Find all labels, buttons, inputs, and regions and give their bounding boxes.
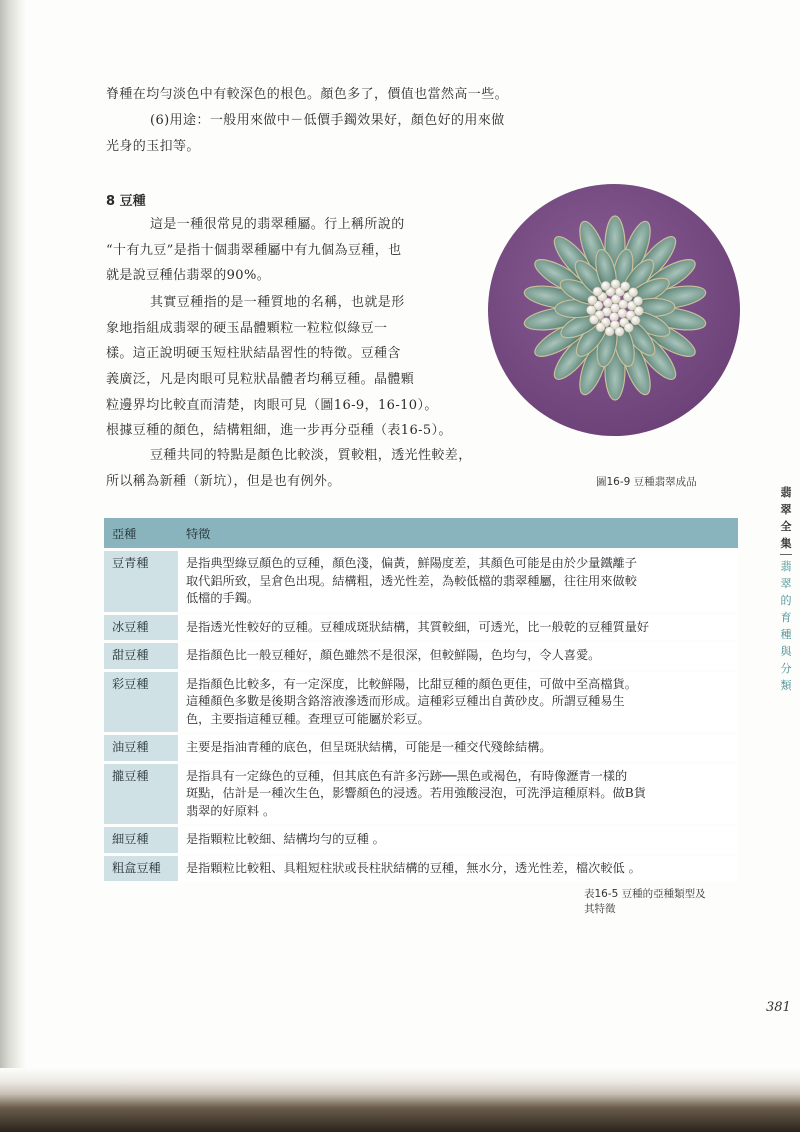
table-row bbox=[104, 642, 738, 671]
intro-line: (6)用途：一般用來做中－低價手鐲效果好，顏色好的用來做 bbox=[150, 113, 505, 128]
description-line: 取代鋁所致，呈倉色出現。結構粗，透光性差，為較低檔的翡翠種屬，往往用來做較 bbox=[186, 573, 637, 588]
pearl bbox=[610, 312, 619, 321]
description-line: 是指顆粒比較粗、具粗短柱狀或長柱狀結構的豆種，無水分，透光性差，檔次較低 。 bbox=[186, 860, 641, 875]
description-line: 主要是指油青種的底色，但呈斑狀結構，可能是一種交代殘餘結構。 bbox=[186, 740, 552, 754]
pearl bbox=[596, 323, 605, 332]
pearl bbox=[586, 305, 595, 314]
table-row bbox=[104, 613, 738, 642]
pearl bbox=[621, 282, 630, 291]
body-line: 豆種共同的特點是顏色比較淡，質較粗，透光性較差， bbox=[150, 448, 472, 463]
side-label-char: 翠 bbox=[780, 577, 792, 590]
side-chapter-label bbox=[776, 484, 796, 694]
table-caption bbox=[584, 887, 734, 917]
body-line: 象地指組成翡翠的硬玉晶體顆粒一粒粒似綠豆一 bbox=[106, 321, 388, 336]
variety-name-cell: 彩豆種 bbox=[104, 670, 178, 734]
side-label-char: 集 bbox=[780, 537, 792, 550]
pearl bbox=[611, 279, 620, 288]
table-row bbox=[104, 826, 738, 855]
variety-name-cell: 粗盒豆種 bbox=[104, 854, 178, 881]
side-label-char: 種 bbox=[780, 628, 792, 641]
description-line: 色，主要指這種豆種。查理豆可能屬於彩豆。 bbox=[186, 711, 430, 726]
variety-description-cell bbox=[178, 613, 738, 642]
table-row bbox=[104, 734, 738, 763]
pearl bbox=[634, 306, 643, 315]
body-line: 所以稱為新種（新坑），但是也有例外。 bbox=[106, 474, 341, 489]
pearl bbox=[624, 323, 633, 332]
description-line: 是指具有一定綠色的豆種，但其底色有許多污跡──黑色或褐色，有時像瀝青一樣的 bbox=[186, 768, 628, 783]
page-number: 381 bbox=[766, 1000, 791, 1015]
variety-description-cell bbox=[178, 826, 738, 855]
side-label-char: 翡 bbox=[780, 560, 792, 573]
pearl bbox=[593, 287, 602, 296]
side-label-title bbox=[776, 484, 796, 552]
side-label-char: 全 bbox=[780, 520, 792, 533]
description-line: 低檔的手鐲。 bbox=[186, 591, 260, 605]
body-line: 粒邊界均比較直而清楚，肉眼可見（圖16-9，16-10）。 bbox=[106, 398, 438, 413]
variety-description-cell bbox=[178, 854, 738, 881]
table-header-row bbox=[104, 518, 738, 550]
variety-description-cell bbox=[178, 762, 738, 826]
variety-name-cell: 細豆種 bbox=[104, 826, 178, 855]
side-label-char: 分 bbox=[780, 662, 792, 675]
table-caption-line: 表16-5 豆種的亞種類型及 bbox=[584, 888, 706, 900]
side-label-divider bbox=[780, 554, 792, 555]
pearl bbox=[631, 316, 640, 325]
table-header-features: 特徵 bbox=[178, 518, 738, 550]
pearl bbox=[618, 309, 627, 318]
description-line: 是指顆粒比較細、結構均勻的豆種 。 bbox=[186, 832, 385, 846]
variety-name-cell: 油豆種 bbox=[104, 734, 178, 763]
body-line: “十有九豆”是指十個翡翠種屬中有九個為豆種，也 bbox=[106, 243, 402, 258]
description-line: 是指透光性較好的豆種。豆種成斑狀結構，其質較細，可透光，比一般乾的豆種質量好 bbox=[186, 619, 650, 634]
table-row bbox=[104, 550, 738, 614]
pearl bbox=[629, 288, 638, 297]
variety-description-cell bbox=[178, 642, 738, 671]
body-line: 其實豆種指的是一種質地的名稱，也就是形 bbox=[150, 295, 405, 310]
description-line: 斑點，估計是一種次生色，影響顏色的浸透。若用強酸浸泡，可洗淨這種原料。做B貨 bbox=[186, 786, 646, 800]
pearl bbox=[601, 281, 610, 290]
description-line: 這種顏色多數是後期含鉻溶液滲透而形成。這種彩豆種出自黃砂皮。所謂豆種易生 bbox=[186, 694, 625, 708]
bean-variety-table bbox=[104, 518, 738, 881]
variety-description-cell bbox=[178, 670, 738, 734]
side-label-char: 育 bbox=[780, 611, 792, 624]
body-line: 這是一種很常見的翡翠種屬。行上稱所說的 bbox=[150, 217, 405, 232]
body-line: 樣。這正說明硬玉短柱狀結晶習性的特徵。豆種含 bbox=[106, 346, 401, 361]
side-label-char: 翡 bbox=[780, 486, 792, 499]
body-line: 根據豆種的顏色，結構粗細，進一步再分亞種（表16-5）。 bbox=[106, 423, 452, 438]
table-row bbox=[104, 854, 738, 881]
page-bottom-edge-shadow bbox=[0, 1068, 800, 1132]
table-caption-line: 其特徵 bbox=[584, 903, 616, 915]
table-header-variety: 亞種 bbox=[104, 518, 178, 550]
side-label-subtitle bbox=[776, 558, 796, 694]
jade-flower-brooch-photo bbox=[487, 172, 741, 448]
body-line: 義廣泛，凡是肉眼可見粒狀晶體者均稱豆種。晶體顆 bbox=[106, 372, 415, 387]
description-line: 是指顏色比一般豆種好，顏色雖然不是很深，但較鮮陽，色均勻，令人喜愛。 bbox=[186, 648, 601, 662]
side-label-char: 與 bbox=[780, 645, 792, 658]
book-spine-shadow bbox=[0, 0, 26, 1132]
pearl bbox=[588, 296, 597, 305]
intro-line: 光身的玉扣等。 bbox=[106, 139, 200, 154]
variety-name-cell: 豆青種 bbox=[104, 550, 178, 614]
pearl bbox=[589, 315, 598, 324]
figure-caption: 圖16-9 豆種翡翠成品 bbox=[596, 476, 697, 488]
table-body bbox=[104, 550, 738, 882]
variety-description-cell bbox=[178, 550, 738, 614]
variety-name-cell: 攏豆種 bbox=[104, 762, 178, 826]
pearl bbox=[605, 327, 614, 336]
table-row bbox=[104, 670, 738, 734]
variety-name-cell: 甜豆種 bbox=[104, 642, 178, 671]
variety-name-cell: 冰豆種 bbox=[104, 613, 178, 642]
intro-line: 脊種在均勻淡色中有較深色的根色。顏色多了，價值也當然高一些。 bbox=[106, 87, 509, 102]
side-label-char: 的 bbox=[780, 594, 792, 607]
description-line: 是指典型綠豆顏色的豆種，顏色淺，偏黃，鮮陽度差，其顏色可能是由於少量鐵離子 bbox=[186, 556, 637, 570]
variety-description-cell bbox=[178, 734, 738, 763]
description-line: 翡翠的好原料 。 bbox=[186, 803, 276, 818]
pearl bbox=[633, 296, 642, 305]
side-label-char: 翠 bbox=[780, 503, 792, 516]
section-heading: 8 豆種 bbox=[106, 194, 146, 209]
table-row bbox=[104, 762, 738, 826]
pearl bbox=[615, 327, 624, 336]
side-label-char: 類 bbox=[780, 679, 792, 692]
description-line: 是指顏色比較多，有一定深度，比較鮮陽，比甜豆種的顏色更佳，可做中至高檔貨。 bbox=[186, 676, 637, 691]
body-line: 就是說豆種佔翡翠的90%。 bbox=[106, 268, 271, 283]
